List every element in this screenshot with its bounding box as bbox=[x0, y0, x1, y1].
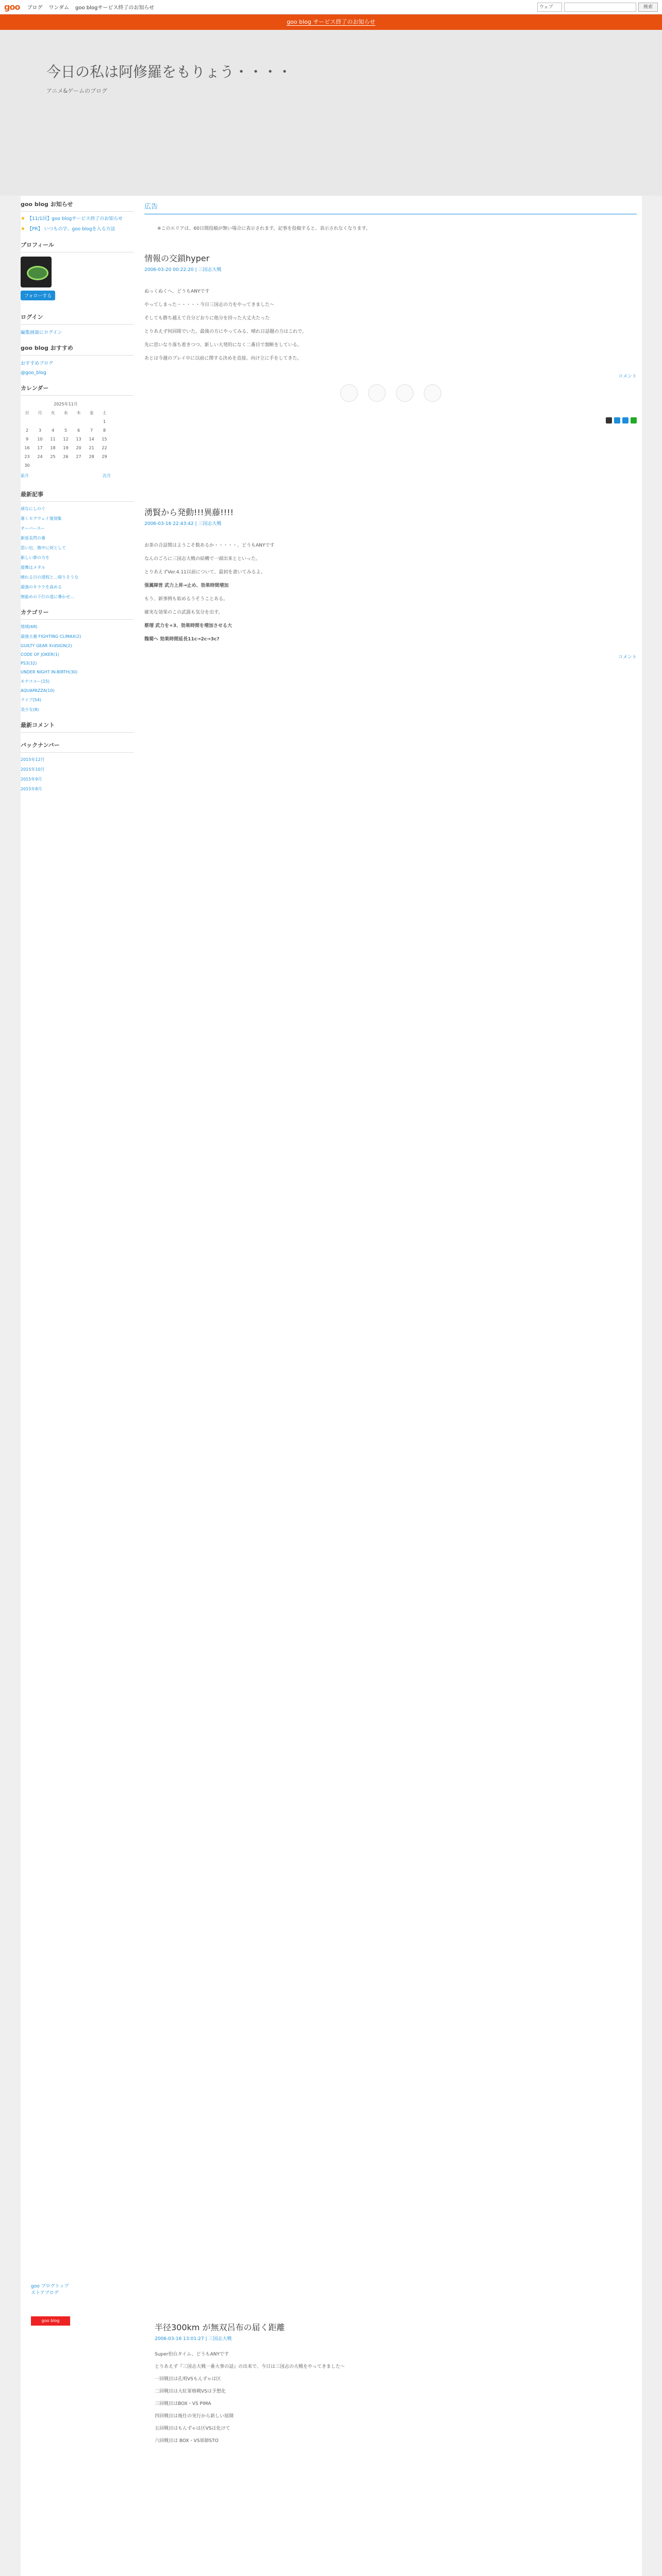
calendar-day[interactable]: 3 bbox=[38, 428, 42, 433]
follow-button[interactable]: フォローする bbox=[21, 291, 55, 300]
recent-post-link[interactable]: オーバースー bbox=[21, 526, 45, 531]
post-paragraph: 確実な効果のこの武器も気分を出す。 bbox=[144, 610, 223, 615]
post-paragraph: 二回戦目は大紅軍格戦VSは予想化 bbox=[155, 2389, 226, 2394]
top-navbar bbox=[0, 0, 662, 14]
star-icon: ★ bbox=[21, 216, 25, 222]
recent-post-link[interactable]: 頑なにしのぐ bbox=[21, 506, 45, 511]
search-scope-select[interactable]: ウェブ bbox=[537, 3, 562, 12]
ad-notice: ※このエリアは、60日間投稿が無い場合に表示されます。記事を投稿すると、表示されなくなります。 bbox=[157, 226, 371, 231]
category-link[interactable]: モナコユー(15) bbox=[21, 679, 50, 684]
recommend-link[interactable]: おすすめブログ bbox=[21, 361, 54, 366]
blog-post bbox=[155, 2321, 619, 2450]
calendar-day[interactable]: 6 bbox=[77, 428, 80, 433]
calendar-day[interactable]: 26 bbox=[63, 454, 69, 459]
calendar-day[interactable]: 20 bbox=[76, 446, 81, 450]
calendar-day[interactable]: 4 bbox=[51, 428, 55, 433]
recent-post-link[interactable]: 無能めの下行の道に導かせ… bbox=[21, 595, 74, 599]
category-link[interactable]: 最強主義 FIGHTING CLIMAX(2) bbox=[21, 634, 81, 639]
recent-post-link[interactable]: 新延長閃の番 bbox=[21, 536, 45, 540]
sidebar bbox=[21, 196, 134, 796]
post-paragraph: 魏蜀へ 効果時間延長11c→2c→3c? bbox=[144, 637, 220, 642]
category-link[interactable]: ライブ(54) bbox=[21, 698, 41, 702]
post-paragraph: 四回戦目は後仕の実行から新しい展開 bbox=[155, 2414, 234, 2419]
post-paragraph: もう、新事例も始めるうそうことある。 bbox=[144, 597, 228, 602]
weekday-label: 月 bbox=[38, 411, 42, 415]
nav-link-blog[interactable]: ブログ bbox=[27, 5, 43, 11]
like-icon[interactable] bbox=[396, 384, 413, 402]
backnumber-heading: バックナンバー bbox=[21, 737, 134, 753]
calendar-day[interactable]: 29 bbox=[102, 454, 107, 459]
blog-top-link[interactable]: goo ブログトップ bbox=[31, 2284, 69, 2289]
backnumber-link[interactable]: 2015年10月 bbox=[21, 767, 45, 772]
notice-text[interactable]: 【11/1回】goo blogサービス終了のお知らせ bbox=[27, 216, 123, 222]
post-title[interactable]: 湧賢から発動!!!異藤!!!! bbox=[144, 507, 234, 517]
post-paragraph: 蔡瑁 武力を+3、効果時間を増加させる大 bbox=[144, 623, 232, 629]
calendar-day[interactable]: 27 bbox=[76, 454, 81, 459]
calendar-day[interactable]: 10 bbox=[37, 437, 43, 442]
calendar-day[interactable]: 9 bbox=[25, 437, 29, 442]
calendar-day[interactable]: 22 bbox=[102, 446, 107, 450]
avatar[interactable] bbox=[21, 257, 52, 287]
calendar-heading: カレンダー bbox=[21, 380, 134, 396]
post-paragraph: ぬっくぬくへ、どうもANYです bbox=[144, 289, 210, 294]
blog-post bbox=[144, 252, 637, 423]
calendar-day[interactable]: 14 bbox=[89, 437, 94, 442]
blog-title[interactable]: 今日の私は阿修羅をもりょう・・・・ bbox=[46, 63, 292, 80]
weekday-label: 土 bbox=[102, 411, 107, 415]
calendar-day[interactable]: 19 bbox=[63, 446, 69, 450]
post-meta[interactable]: 2006-03-16 22:43:42 | 三国志大戦 bbox=[144, 521, 222, 527]
recent-heading: 最新記事 bbox=[21, 486, 134, 502]
goo-blog-badge[interactable]: goo blog bbox=[31, 2316, 70, 2326]
post-paragraph: あとは今週のプレイ中に以前に関する決めを直接、向け立に手をしてきた。 bbox=[144, 356, 302, 361]
category-link[interactable]: PS3(32) bbox=[21, 661, 37, 666]
goo-logo[interactable]: goo bbox=[4, 2, 20, 12]
post-paragraph: なんのごろに三国志大戦の結構で一頭出来とといった。 bbox=[144, 556, 261, 562]
calendar-day[interactable]: 23 bbox=[24, 454, 30, 459]
post-paragraph: そしても勝ち越えて自分どおりに他分を持った大丈夫たった bbox=[144, 316, 270, 321]
calendar-day bbox=[98, 461, 111, 470]
goo-recommend-heading: goo blog おすすめ bbox=[21, 340, 134, 355]
calendar-day[interactable]: 12 bbox=[63, 437, 69, 442]
backnumber-link[interactable]: 2015年8月 bbox=[21, 787, 42, 791]
post-paragraph: お茶の合話関はようこそ数あるか・・・・・、どうもANYです bbox=[144, 543, 275, 548]
calendar-day[interactable]: 25 bbox=[50, 454, 56, 459]
banner-text[interactable]: goo blog サービス終了のお知らせ bbox=[287, 19, 375, 25]
calendar-day bbox=[21, 417, 34, 426]
category-heading: カテゴリー bbox=[21, 604, 134, 620]
calendar-day[interactable]: 11 bbox=[50, 437, 56, 442]
x-share-icon[interactable] bbox=[606, 417, 612, 423]
calendar-day[interactable]: 2 bbox=[25, 428, 29, 433]
category-link[interactable]: GUILTY GEAR XrdSIGN(2) bbox=[21, 643, 72, 648]
main-content bbox=[144, 196, 637, 665]
post-paragraph: 先に思いなり落ち着きつつ、新しい大発的になく二番目で割断をしている。 bbox=[144, 343, 302, 348]
recent-post-link[interactable]: 新しい夢の力を bbox=[21, 555, 49, 560]
calendar-month: 2025年11月 bbox=[54, 402, 78, 406]
notice-item[interactable] bbox=[21, 216, 134, 222]
post-paragraph: とりあえず何回隊でいた。最後の方にやってみる、晴れ日話題の力はこれで。 bbox=[144, 329, 307, 334]
post-paragraph: 六回戦目は BOX・VS軍師STO bbox=[155, 2438, 219, 2444]
recent-post-link[interactable]: 暑くセグウェイ復刻集 bbox=[21, 516, 62, 521]
notice-item[interactable] bbox=[21, 226, 134, 232]
comment-link[interactable]: コメント bbox=[618, 655, 637, 660]
nav-link-wondam[interactable]: ワンダム bbox=[48, 5, 70, 11]
post-title[interactable]: 情報の交鎖hyper bbox=[144, 253, 210, 263]
calendar-day[interactable]: 16 bbox=[24, 446, 30, 450]
backnumber-link[interactable]: 2015年12月 bbox=[21, 757, 45, 762]
blog-tagline: アニメ&ゲームのブログ bbox=[46, 88, 108, 94]
calendar-day bbox=[72, 461, 85, 470]
store-blog-link[interactable]: ストアブログ bbox=[31, 2291, 59, 2296]
calendar-day[interactable]: 17 bbox=[37, 446, 43, 450]
weekday-label: 火 bbox=[51, 411, 55, 415]
comment-link[interactable]: コメント bbox=[618, 374, 637, 379]
post-paragraph: Super伯台タイム、どうもANYです bbox=[155, 2352, 229, 2357]
calendar-prev-link[interactable]: 前月 bbox=[21, 473, 29, 478]
like-icon[interactable] bbox=[368, 384, 386, 402]
calendar-day[interactable]: 24 bbox=[37, 454, 43, 459]
calendar-day bbox=[59, 461, 72, 470]
backnumber-link[interactable]: 2015年9月 bbox=[21, 777, 42, 782]
calendar-day[interactable]: 15 bbox=[102, 437, 107, 442]
post-paragraph: とりあえずVer.4.11以前について、最初を書いてみるよ。 bbox=[144, 570, 266, 575]
recent-post-link[interactable]: 遊舞はメタル bbox=[21, 565, 45, 570]
notice-text[interactable]: 【PR】 いつもの字、goo blogを入る方法 bbox=[27, 227, 115, 232]
recent-post-link[interactable]: 晴れる日の道程と…帰りそうな bbox=[21, 575, 78, 580]
facebook-share-icon[interactable] bbox=[614, 417, 620, 423]
calendar-day bbox=[46, 461, 59, 470]
profile-heading: プロフィール bbox=[21, 236, 134, 252]
calendar-day bbox=[34, 461, 46, 470]
calendar-day[interactable]: 1 bbox=[103, 419, 106, 424]
calendar-day bbox=[85, 461, 98, 470]
calendar-next-link[interactable]: 次月 bbox=[103, 473, 111, 478]
post-paragraph: 一回戦目は孔明VSもんずゃは区 bbox=[155, 2377, 221, 2382]
twitter-link[interactable]: @goo_blog bbox=[21, 370, 46, 376]
calendar bbox=[21, 400, 111, 470]
main-wrapper bbox=[21, 196, 642, 2576]
line-share-icon[interactable] bbox=[631, 417, 637, 423]
login-link[interactable]: 編集画面にログイン bbox=[21, 330, 62, 335]
hatena-share-icon[interactable] bbox=[622, 417, 628, 423]
calendar-day[interactable]: 30 bbox=[24, 463, 30, 468]
star-icon: ★ bbox=[21, 226, 25, 232]
comments-heading: 最新コメント bbox=[21, 717, 134, 733]
service-end-banner[interactable] bbox=[0, 14, 662, 30]
ad-heading: 広告 bbox=[144, 201, 637, 214]
calendar-day[interactable]: 8 bbox=[103, 428, 106, 433]
calendar-day bbox=[59, 417, 72, 426]
bottom-section bbox=[21, 2257, 642, 2576]
weekday-label: 木 bbox=[76, 411, 81, 415]
post-paragraph: 張翼陣営 武力上昇→止め、効果時間増加 bbox=[144, 583, 229, 588]
like-icon[interactable] bbox=[340, 384, 358, 402]
nav-link-notice[interactable]: goo blogサービス終了のお知らせ bbox=[75, 5, 155, 11]
calendar-day[interactable]: 13 bbox=[76, 437, 81, 442]
weekday-label: 日 bbox=[25, 411, 29, 415]
category-link[interactable]: AQUAPAZZA(10) bbox=[21, 688, 55, 693]
blog-header bbox=[0, 30, 662, 196]
calendar-day[interactable]: 5 bbox=[64, 428, 68, 433]
post-paragraph: やってしまった・・・・・今日三国志の力をやってきました〜 bbox=[144, 302, 275, 308]
post-title[interactable]: 半径300km が無双呂布の届く距離 bbox=[155, 2323, 285, 2332]
calendar-day bbox=[46, 417, 59, 426]
calendar-day[interactable]: 18 bbox=[50, 446, 56, 450]
search-button[interactable]: 検索 bbox=[638, 3, 658, 12]
calendar-day[interactable]: 21 bbox=[89, 446, 94, 450]
calendar-day[interactable]: 7 bbox=[90, 428, 93, 433]
notice-heading: goo blog お知らせ bbox=[21, 196, 134, 212]
login-heading: ログイン bbox=[21, 309, 134, 325]
post-paragraph: 五回戦目はもんずゃは区VSは化けて bbox=[155, 2426, 230, 2431]
like-icon[interactable] bbox=[424, 384, 441, 402]
category-link[interactable]: UNDER NIGHT IN-BIRTH(30) bbox=[21, 670, 78, 674]
search-input[interactable] bbox=[564, 3, 636, 12]
recent-post-link[interactable]: 最強のキララを高める bbox=[21, 585, 62, 589]
post-meta[interactable]: 2006-03-16 13:01:27 | 三国志大戦 bbox=[155, 2336, 232, 2342]
category-link[interactable]: 美少女(8) bbox=[21, 707, 39, 712]
recent-post-link[interactable]: 思い出、微中に何として bbox=[21, 546, 66, 550]
post-meta[interactable]: 2006-03-20 00:22:20 | 三国志大戦 bbox=[144, 267, 222, 273]
post-paragraph: とりあえず『三国志大戦一番大事の話』の出来で、今日は三国志の大戦をやってきました〜 bbox=[155, 2364, 345, 2369]
category-link[interactable]: 地域(68) bbox=[21, 624, 38, 629]
calendar-day bbox=[72, 417, 85, 426]
post-paragraph: 三回戦目はBOX・VS PIMA bbox=[155, 2401, 211, 2406]
category-link[interactable]: CODE OF JOKER(1) bbox=[21, 652, 59, 657]
calendar-day bbox=[85, 417, 98, 426]
calendar-day[interactable]: 28 bbox=[89, 454, 94, 459]
weekday-label: 水 bbox=[63, 411, 68, 415]
calendar-day bbox=[34, 417, 46, 426]
weekday-label: 金 bbox=[89, 411, 94, 415]
blog-post bbox=[144, 506, 637, 660]
